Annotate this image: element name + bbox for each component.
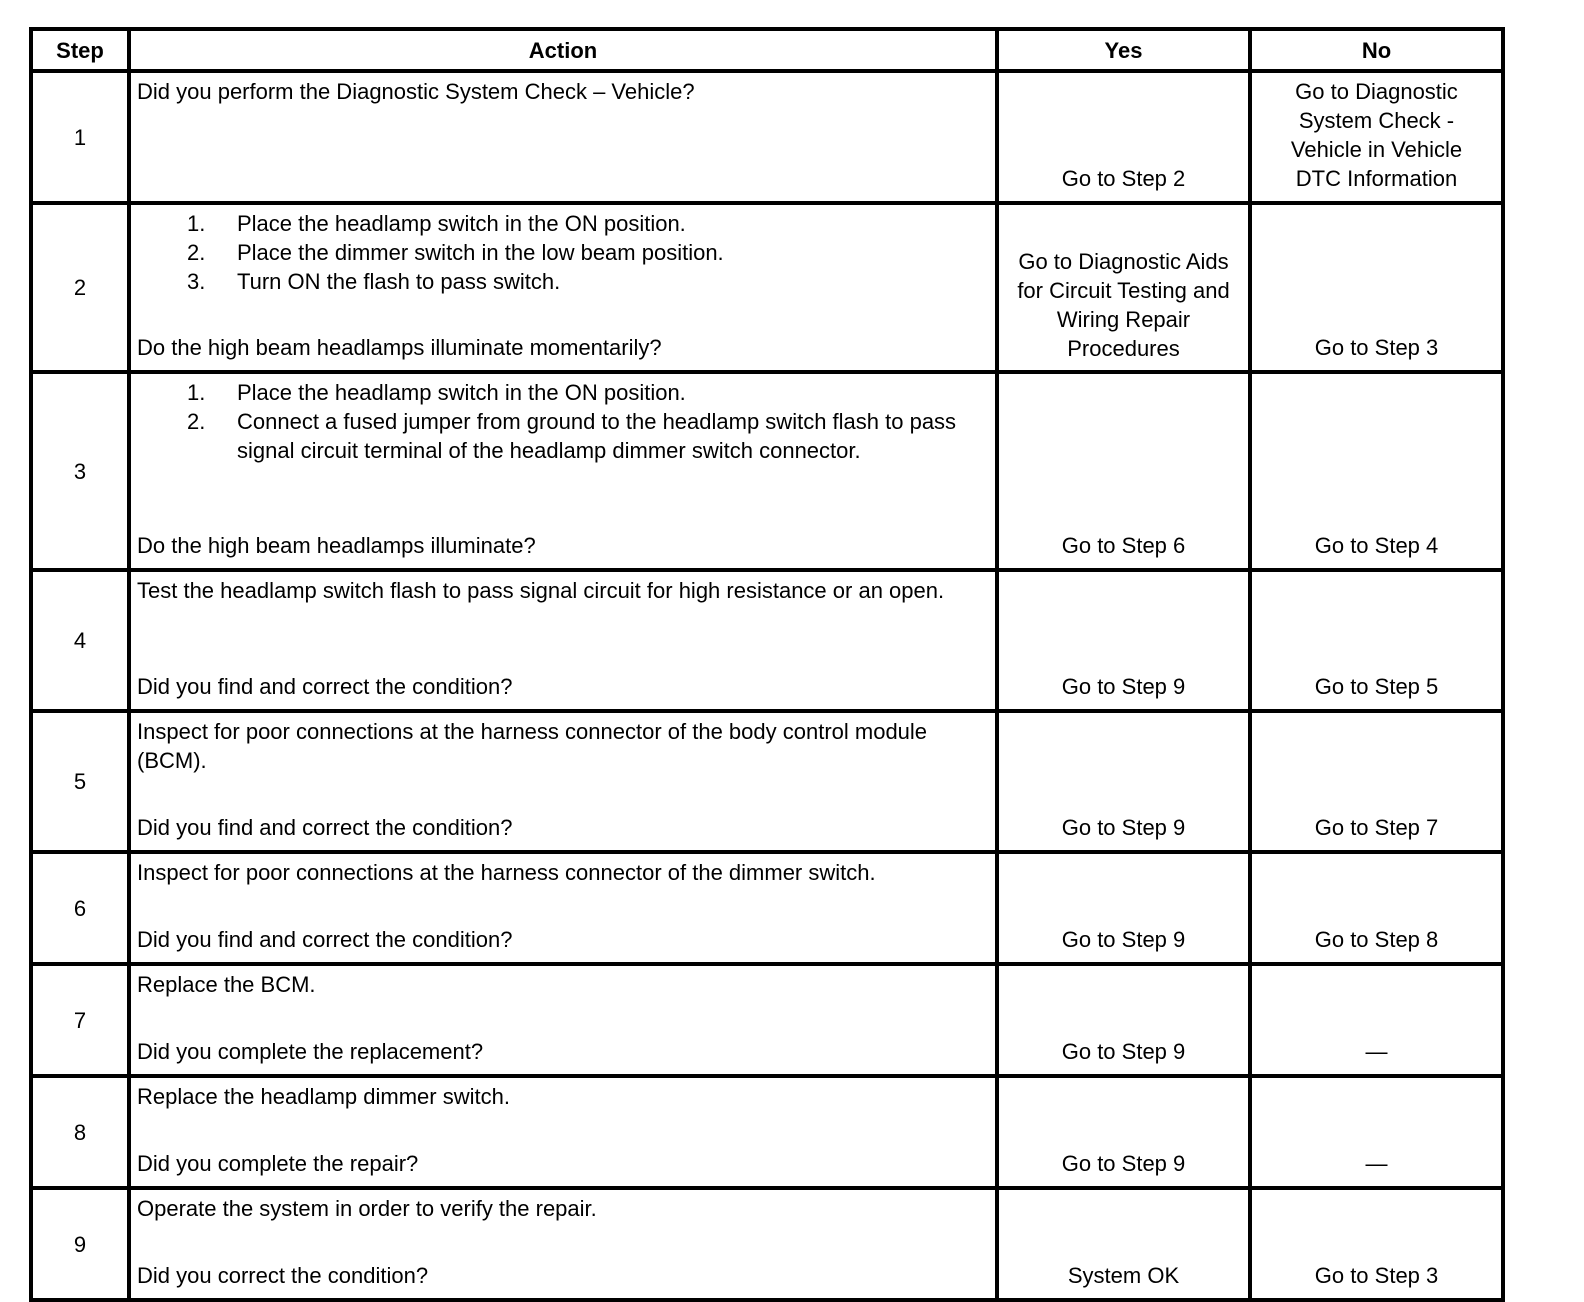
yes-result: Go to Step 9: [1061, 674, 1186, 699]
table-row: [31, 852, 1503, 964]
action-cell: [129, 71, 997, 203]
yes-result: Go to Step 9: [1061, 1151, 1186, 1176]
no-cell: [1250, 1076, 1503, 1188]
action-question: Do the high beam headlamps illuminate momentarily?: [137, 335, 662, 360]
yes-cell: [997, 372, 1250, 570]
action-text: Inspect for poor connections at the harness connector of the body control module (BCM).: [137, 719, 928, 773]
action-cell: [129, 852, 997, 964]
no-result: Go to Step 3: [1314, 335, 1439, 360]
action-text: Replace the headlamp dimmer switch.: [137, 1084, 510, 1109]
no-result: Go to Step 4: [1314, 533, 1439, 558]
action-question: Did you find and correct the condition?: [137, 927, 513, 952]
yes-cell: [997, 711, 1250, 852]
yes-result: Go to Diagnostic Aids for Circuit Testing and Wiring Repair Procedures: [1017, 248, 1230, 361]
no-result: Go to Step 5: [1314, 674, 1439, 699]
action-question: Did you find and correct the condition?: [137, 815, 513, 840]
action-question: Did you find and correct the condition?: [137, 674, 513, 699]
no-cell: [1250, 964, 1503, 1076]
no-result: —: [1365, 1039, 1388, 1064]
no-result: Go to Step 8: [1314, 927, 1439, 952]
action-list: [137, 378, 987, 465]
table-row: [31, 203, 1503, 372]
action-cell: [129, 964, 997, 1076]
yes-result: Go to Step 9: [1061, 927, 1186, 952]
list-item: 2. Connect a fused jumper from ground to the headlamp switch flash to pass signal circuit terminal of the headlamp dimmer switch connector.: [187, 409, 957, 463]
list-item: 2. Place the dimmer switch in the low beam position.: [187, 240, 724, 265]
yes-cell: [997, 203, 1250, 372]
action-cell: [129, 711, 997, 852]
yes-result: System OK: [1067, 1263, 1180, 1288]
table-row: [31, 372, 1503, 570]
action-question: Do the high beam headlamps illuminate?: [137, 533, 536, 558]
step-number: 4: [31, 570, 129, 711]
action-text: Inspect for poor connections at the harness connector of the dimmer switch.: [137, 860, 876, 885]
diagnostic-table: [29, 27, 1505, 1302]
table-row: [31, 570, 1503, 711]
table-row: [31, 1076, 1503, 1188]
header-step: Step: [31, 29, 129, 71]
no-result: —: [1365, 1151, 1388, 1176]
table-row: [31, 71, 1503, 203]
no-result: Go to Diagnostic System Check - Vehicle in Vehicle DTC Information: [1290, 79, 1463, 191]
yes-result: Go to Step 9: [1061, 815, 1186, 840]
action-question: Did you complete the replacement?: [137, 1039, 484, 1064]
header-no: No: [1250, 29, 1503, 71]
table-row: [31, 711, 1503, 852]
header-action: Action: [129, 29, 997, 71]
action-question: Did you correct the condition?: [137, 1263, 429, 1288]
no-cell: [1250, 570, 1503, 711]
action-cell: [129, 372, 997, 570]
yes-cell: [997, 71, 1250, 203]
action-text: Test the headlamp switch flash to pass signal circuit for high resistance or an open.: [137, 578, 945, 603]
yes-cell: [997, 570, 1250, 711]
action-cell: [129, 203, 997, 372]
no-result: Go to Step 7: [1314, 815, 1439, 840]
header-yes: Yes: [997, 29, 1250, 71]
no-cell: [1250, 711, 1503, 852]
no-result: Go to Step 3: [1314, 1263, 1439, 1288]
yes-result: Go to Step 9: [1061, 1039, 1186, 1064]
yes-cell: [997, 852, 1250, 964]
step-number: 7: [31, 964, 129, 1076]
header-row: [31, 29, 1503, 71]
yes-result: Go to Step 2: [1061, 166, 1186, 191]
action-text: Replace the BCM.: [137, 972, 316, 997]
action-list: [137, 209, 987, 296]
action-cell: [129, 1188, 997, 1300]
table-row: [31, 964, 1503, 1076]
list-item: 1. Place the headlamp switch in the ON position.: [187, 211, 686, 236]
step-number: 9: [31, 1188, 129, 1300]
table-row: [31, 1188, 1503, 1300]
no-cell: [1250, 203, 1503, 372]
list-item: 3. Turn ON the flash to pass switch.: [187, 269, 561, 294]
action-cell: [129, 1076, 997, 1188]
action-text: Did you perform the Diagnostic System Check – Vehicle?: [137, 79, 695, 104]
action-cell: [129, 570, 997, 711]
step-number: 5: [31, 711, 129, 852]
step-number: 2: [31, 203, 129, 372]
action-question: Did you complete the repair?: [137, 1151, 419, 1176]
yes-cell: [997, 1076, 1250, 1188]
step-number: 8: [31, 1076, 129, 1188]
step-number: 6: [31, 852, 129, 964]
action-text: Operate the system in order to verify the repair.: [137, 1196, 597, 1221]
step-number: 3: [31, 372, 129, 570]
yes-cell: [997, 964, 1250, 1076]
step-number: 1: [31, 71, 129, 203]
yes-cell: [997, 1188, 1250, 1300]
no-cell: [1250, 1188, 1503, 1300]
list-item: 1. Place the headlamp switch in the ON position.: [187, 380, 686, 405]
no-cell: [1250, 372, 1503, 570]
no-cell: [1250, 852, 1503, 964]
no-cell: [1250, 71, 1503, 203]
yes-result: Go to Step 6: [1061, 533, 1186, 558]
